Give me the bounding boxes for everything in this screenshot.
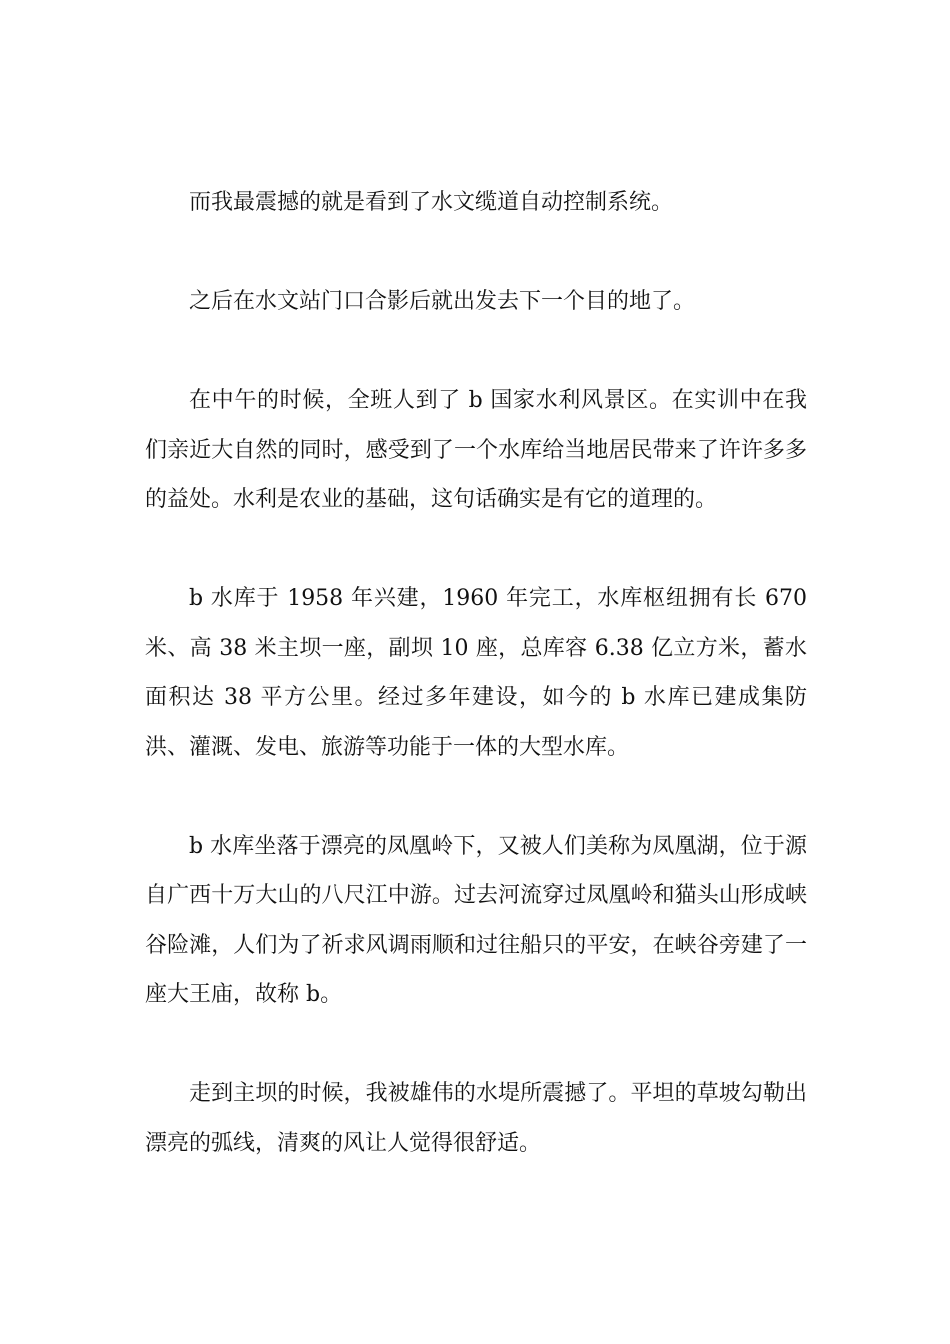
paragraph: 之后在水文站门口合影后就出发去下一个目的地了。 (189, 289, 696, 314)
paragraph: 而我最震撼的就是看到了水文缆道自动控制系统。 (189, 190, 674, 215)
paragraph: b 水库坐落于漂亮的凤凰岭下，又被人们美称为凤凰湖，位于源自广西十万大山的八尺江中游。过去河流穿过凤凰岭和猫头山形成峡谷险滩，人们为了祈求风调雨顺和过往船只的平安，在峡谷旁建了一座大王庙，故称 b。 (145, 833, 807, 1007)
paragraph: 走到主坝的时候，我被雄伟的水堤所震撼了。平坦的草坡勾勒出漂亮的弧线，清爽的风让人觉得很舒适。 (145, 1081, 807, 1156)
paragraph: 在中午的时候，全班人到了 b 国家水利风景区。在实训中在我们亲近大自然的同时，感受到了一个水库给当地居民带来了许许多多的益处。水利是农业的基础，这句话确实是有它的道理的。 (145, 388, 807, 512)
document-body (145, 178, 807, 1168)
paragraph: b 水库于 1958 年兴建，1960 年完工，水库枢纽拥有长 670 米、高 38 米主坝一座，副坝 10 座，总库容 6.38 亿立方米，蓄水面积达 38 平方公里。经过多年建设，如今的 b 水库已建成集防洪、灌溉、发电、旅游等功能于一体的大型水库。 (145, 586, 807, 760)
